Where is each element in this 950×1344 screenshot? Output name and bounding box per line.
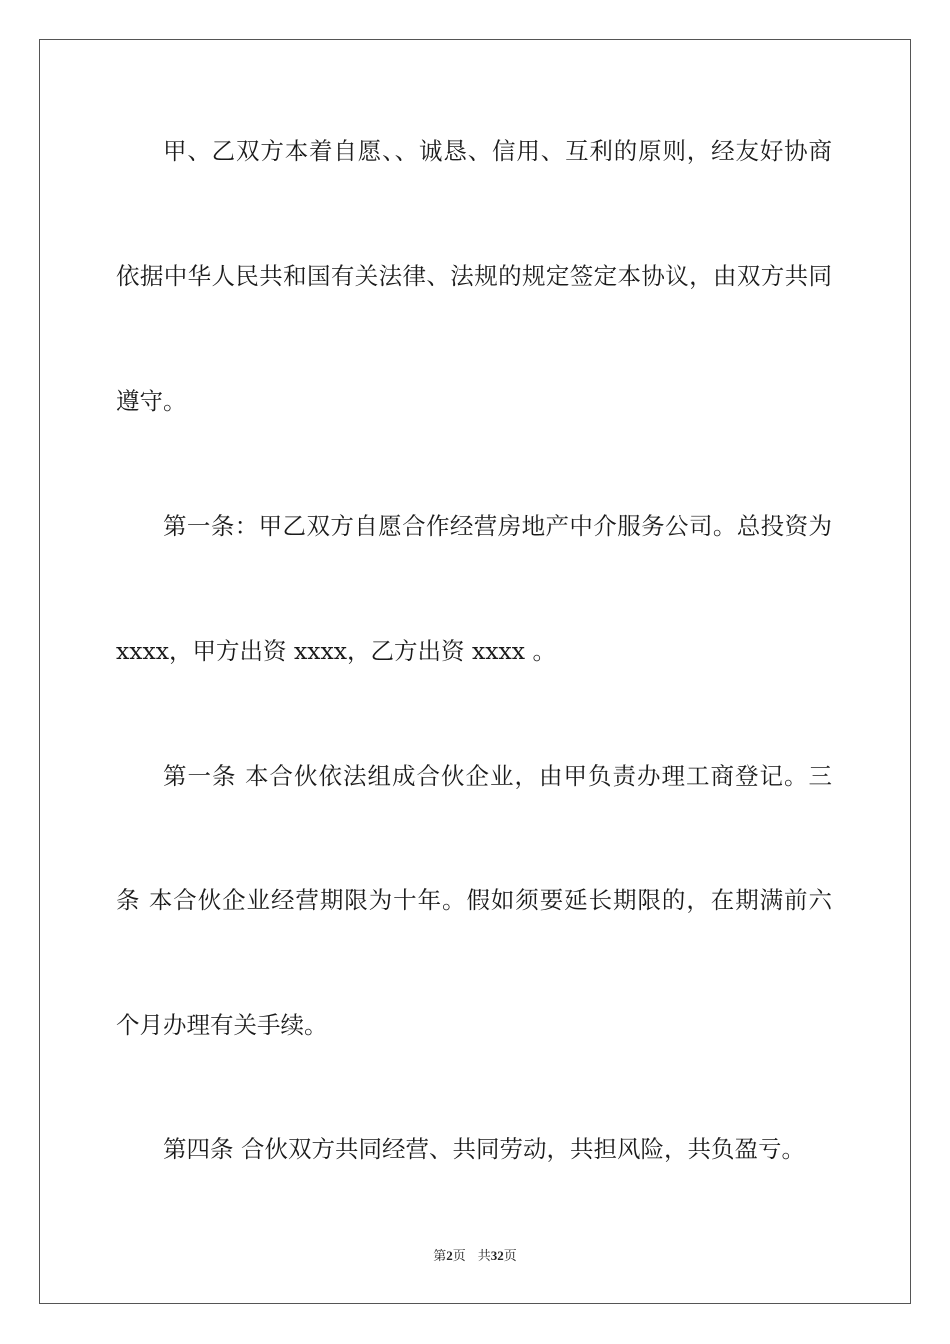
article-2-line-3: 个月办理有关手续。 bbox=[116, 1011, 328, 1039]
article-2-line-2: 条 本合伙企业经营期限为十年。假如须要延长期限的，在期满前六 bbox=[116, 886, 832, 914]
page-border bbox=[39, 39, 911, 1304]
page-current: 2 bbox=[446, 1248, 453, 1263]
article-4-line-1: 第四条 合伙双方共同经营、共同劳动，共担风险，共负盈亏。 bbox=[163, 1135, 805, 1163]
page-prefix: 第 bbox=[433, 1248, 447, 1263]
article-2-line-1: 第一条 本合伙依法组成合伙企业，由甲负责办理工商登记。三 bbox=[163, 762, 832, 790]
total-unit: 页 bbox=[503, 1248, 517, 1263]
article-1-line-2: xxxx，甲方出资 xxxx，乙方出资 xxxx 。 bbox=[116, 637, 556, 665]
paragraph-1-line-2: 依据中华人民共和国有关法律、法规的规定签定本协议，由双方共同 bbox=[116, 262, 832, 290]
paragraph-1-line-3: 遵守。 bbox=[116, 387, 187, 415]
total-prefix: 共 bbox=[477, 1248, 491, 1263]
page-unit: 页 bbox=[452, 1248, 466, 1263]
article-1-line-1: 第一条：甲乙双方自愿合作经营房地产中介服务公司。总投资为 bbox=[163, 512, 832, 540]
page-footer bbox=[0, 1248, 950, 1264]
paragraph-1-line-1: 甲、乙双方本着自愿、、诚恳、信用、互利的原则，经友好协商 bbox=[163, 137, 832, 165]
page-total: 32 bbox=[490, 1248, 504, 1263]
